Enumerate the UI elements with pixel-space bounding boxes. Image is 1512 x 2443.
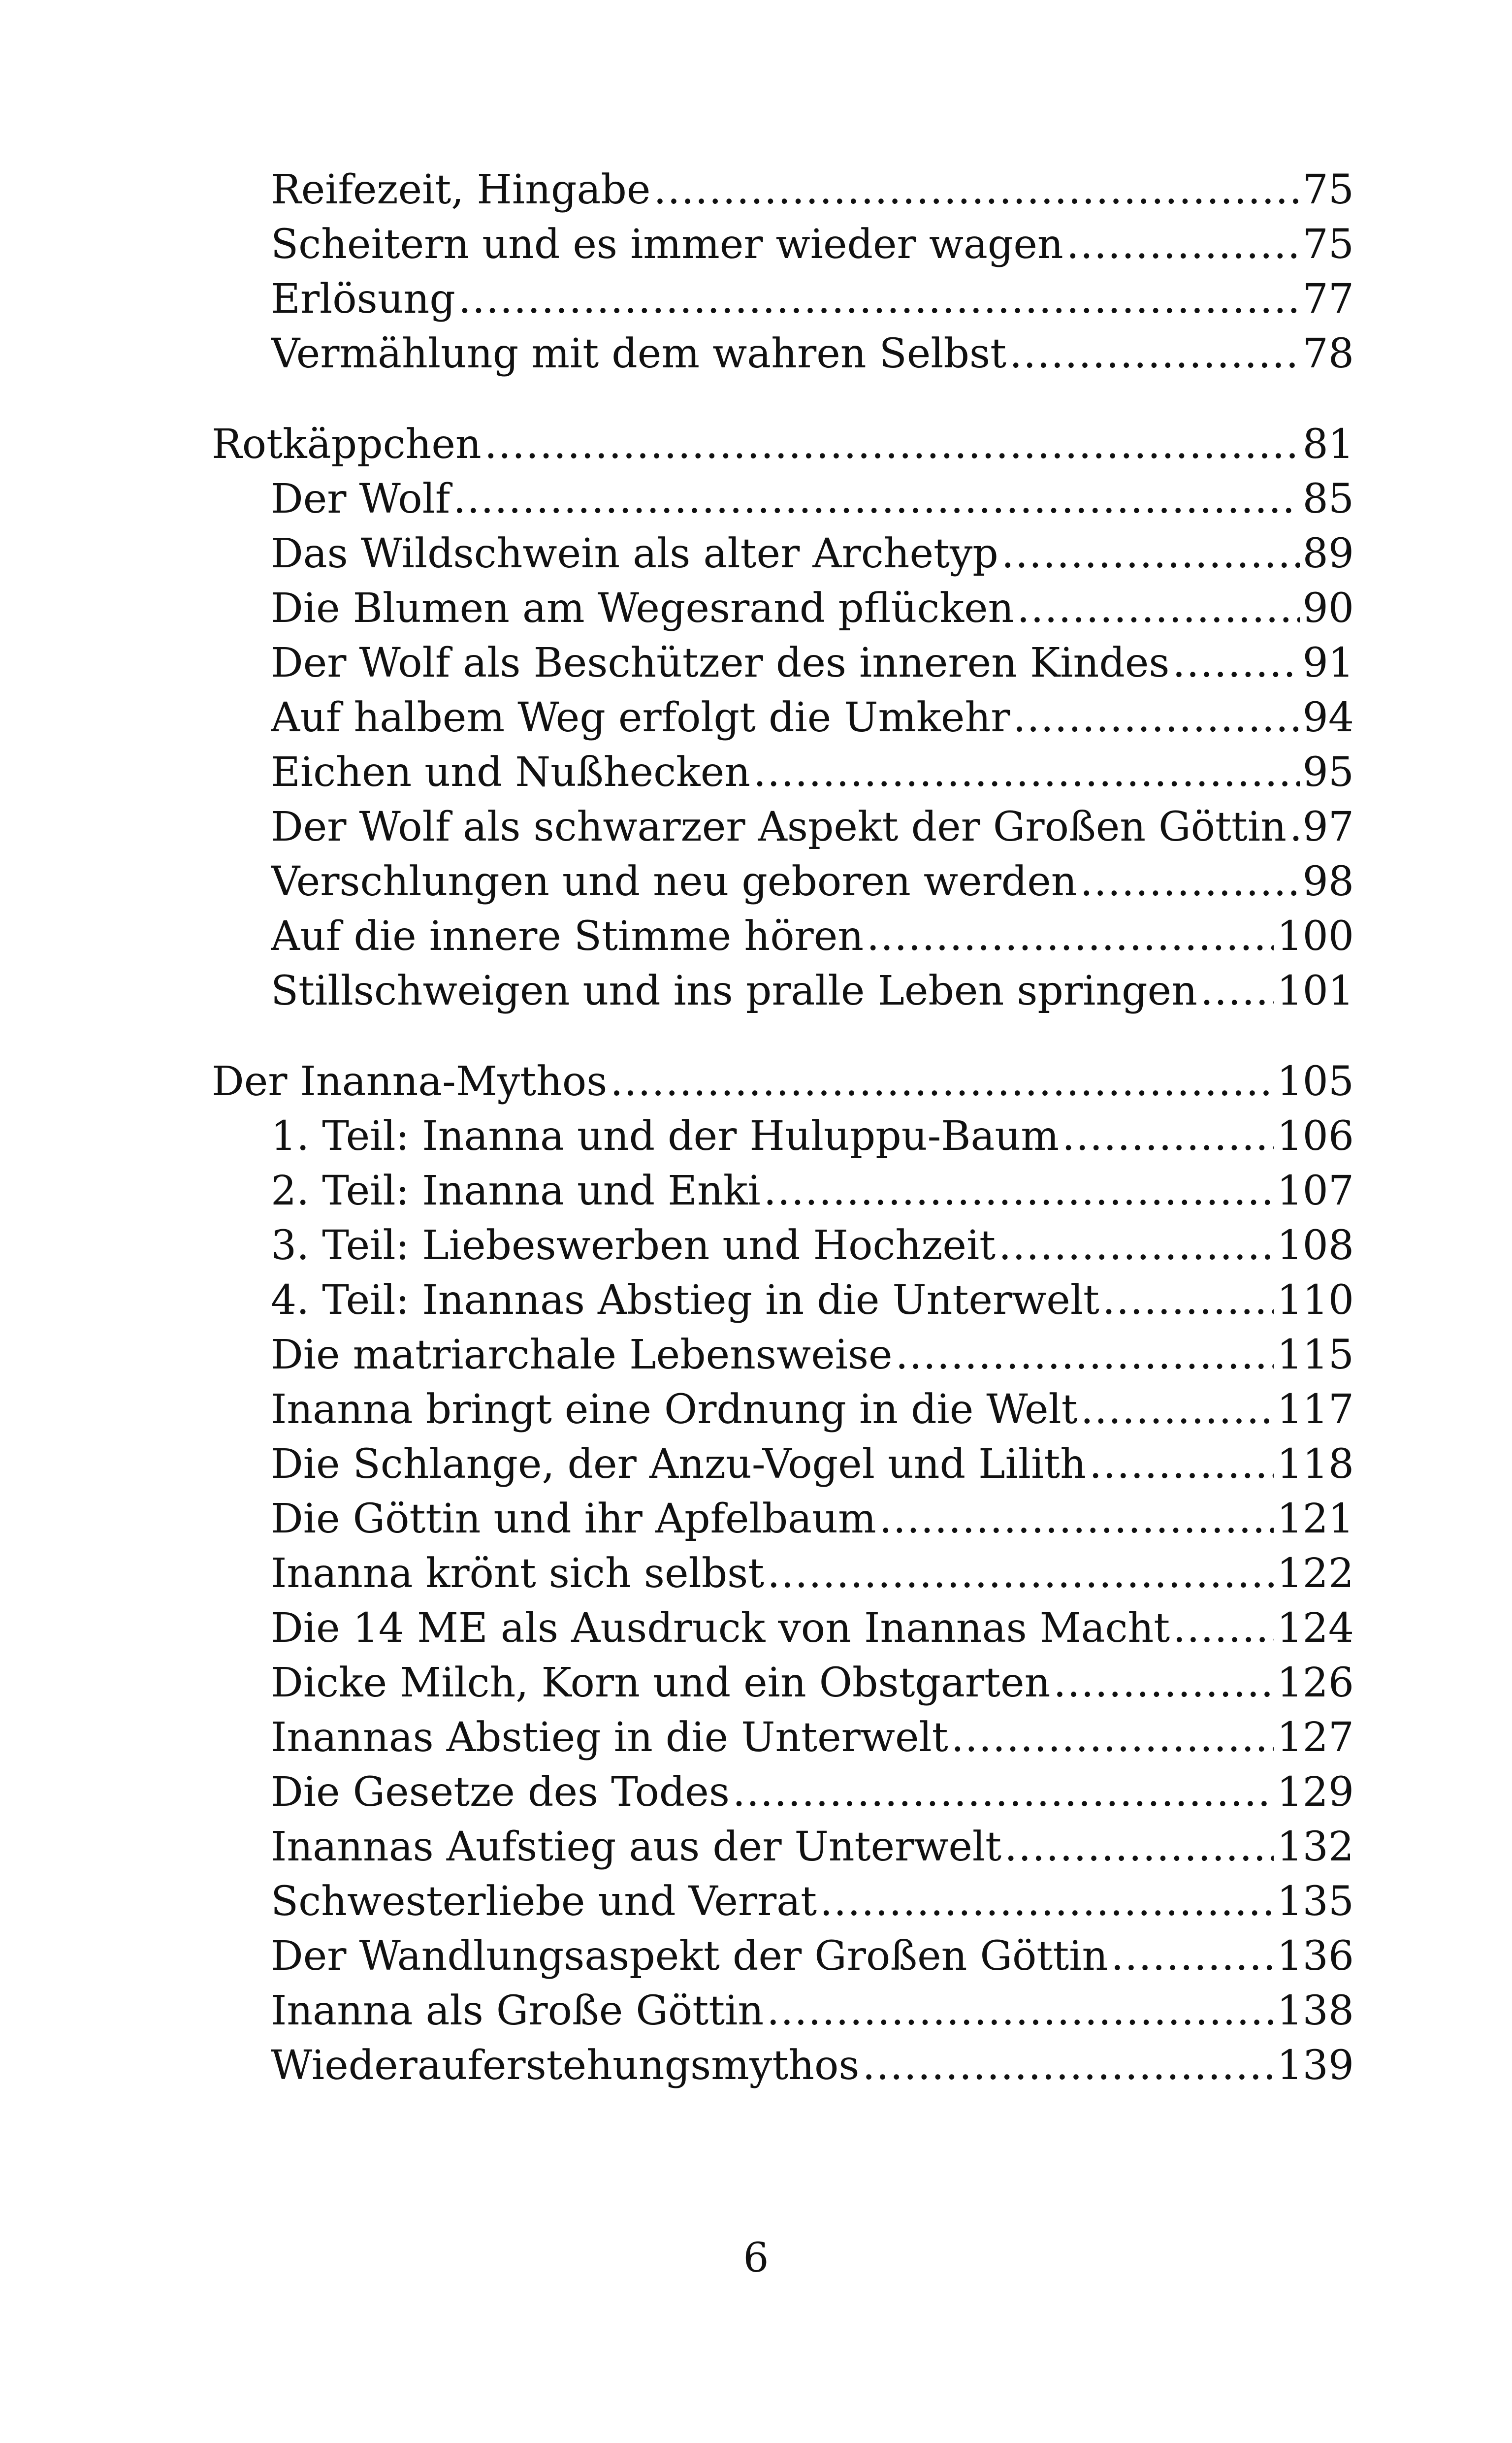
toc-entry[interactable] bbox=[271, 1820, 1354, 1874]
toc-chapter-rotkaeppchen[interactable] bbox=[212, 417, 1354, 472]
toc-entry[interactable] bbox=[271, 163, 1354, 217]
toc-entry[interactable] bbox=[271, 1109, 1354, 1164]
dot-leader bbox=[1200, 964, 1274, 1018]
toc-entry-page: 101 bbox=[1277, 968, 1354, 1014]
dot-leader bbox=[610, 1054, 1274, 1109]
toc-entry[interactable] bbox=[271, 1929, 1354, 1984]
toc-entry-page: 124 bbox=[1277, 1605, 1354, 1652]
toc-entry-page: 122 bbox=[1277, 1550, 1354, 1597]
toc-entry[interactable] bbox=[271, 964, 1354, 1018]
toc-entry[interactable] bbox=[271, 326, 1354, 381]
toc-entry-page: 97 bbox=[1302, 804, 1354, 850]
toc-chapter-title: Der Inanna-Mythos bbox=[212, 1058, 608, 1105]
toc-entry[interactable] bbox=[271, 1710, 1354, 1765]
toc-entry-page: 78 bbox=[1302, 330, 1354, 377]
toc-entry-page: 100 bbox=[1277, 913, 1354, 960]
toc-entry-title: 3. Teil: Liebeswerben und Hochzeit bbox=[271, 1222, 996, 1269]
dot-leader bbox=[862, 2038, 1274, 2093]
toc-entry[interactable] bbox=[271, 217, 1354, 272]
toc-entry[interactable] bbox=[271, 745, 1354, 800]
toc-entry-page: 107 bbox=[1277, 1168, 1354, 1214]
toc-entry-page: 89 bbox=[1302, 530, 1354, 577]
toc-entry-page: 129 bbox=[1277, 1769, 1354, 1816]
toc-entry-title: Der Wolf als Beschützer des inneren Kindes bbox=[271, 640, 1170, 686]
dot-leader bbox=[484, 417, 1300, 472]
toc-entry[interactable] bbox=[271, 1328, 1354, 1382]
toc-entry-title: Die Gesetze des Todes bbox=[271, 1769, 730, 1816]
dot-leader bbox=[458, 272, 1300, 326]
dot-leader bbox=[1001, 526, 1300, 581]
toc-entry[interactable] bbox=[271, 526, 1354, 581]
dot-leader bbox=[733, 1765, 1274, 1820]
toc-entry[interactable] bbox=[271, 1656, 1354, 1710]
toc-entry-page: 139 bbox=[1277, 2042, 1354, 2089]
dot-leader bbox=[1081, 1382, 1274, 1437]
toc-entry-title: Dicke Milch, Korn und ein Obstgarten bbox=[271, 1660, 1051, 1706]
dot-leader bbox=[1009, 326, 1300, 381]
toc-entry-title: Inanna krönt sich selbst bbox=[271, 1550, 765, 1597]
toc-entry[interactable] bbox=[271, 1218, 1354, 1273]
toc-entry-page: 77 bbox=[1302, 276, 1354, 323]
dot-leader bbox=[1053, 1656, 1274, 1710]
toc-entry[interactable] bbox=[271, 636, 1354, 690]
toc-entry[interactable] bbox=[271, 272, 1354, 326]
toc-entry-title: Verschlungen und neu geboren werden bbox=[271, 858, 1077, 905]
toc-entry-title: Inanna bringt eine Ordnung in die Welt bbox=[271, 1386, 1078, 1433]
dot-leader bbox=[1080, 854, 1300, 909]
toc-entry-page: 90 bbox=[1302, 585, 1354, 632]
table-of-contents bbox=[212, 163, 1354, 2093]
dot-leader bbox=[879, 1492, 1274, 1546]
dot-leader bbox=[1102, 1273, 1274, 1328]
toc-entry[interactable] bbox=[271, 690, 1354, 745]
dot-leader bbox=[1062, 1109, 1274, 1164]
toc-entry-page: 138 bbox=[1277, 1987, 1354, 2034]
toc-entry[interactable] bbox=[271, 581, 1354, 636]
toc-entry-page: 118 bbox=[1277, 1441, 1354, 1488]
toc-entry-page: 91 bbox=[1302, 640, 1354, 686]
toc-entry-title: 1. Teil: Inanna und der Huluppu-Baum bbox=[271, 1113, 1060, 1160]
toc-entry[interactable] bbox=[271, 1382, 1354, 1437]
toc-entry-title: Stillschweigen und ins pralle Leben springen bbox=[271, 968, 1197, 1014]
dot-leader bbox=[1017, 581, 1299, 636]
toc-entry-page: 95 bbox=[1302, 749, 1354, 796]
toc-entry-page: 121 bbox=[1277, 1496, 1354, 1542]
toc-entry-page: 98 bbox=[1302, 858, 1354, 905]
toc-chapter-page: 105 bbox=[1277, 1058, 1354, 1105]
toc-entry-page: 127 bbox=[1277, 1714, 1354, 1761]
toc-chapter-inanna-mythos[interactable] bbox=[212, 1054, 1354, 1109]
toc-entry[interactable] bbox=[271, 1765, 1354, 1820]
toc-entry-title: Erlösung bbox=[271, 276, 455, 323]
toc-entry-title: Der Wolf bbox=[271, 476, 450, 522]
toc-entry-page: 132 bbox=[1277, 1824, 1354, 1870]
dot-leader bbox=[1066, 217, 1300, 272]
toc-entry-page: 136 bbox=[1277, 1933, 1354, 1980]
toc-entry-title: Auf halbem Weg erfolgt die Umkehr bbox=[271, 694, 1010, 741]
toc-entry-title: Inanna als Große Göttin bbox=[271, 1987, 764, 2034]
toc-entry-page: 106 bbox=[1277, 1113, 1354, 1160]
dot-leader bbox=[767, 1546, 1274, 1601]
toc-entry[interactable] bbox=[271, 472, 1354, 526]
toc-entry-title: 4. Teil: Inannas Abstieg in die Unterwelt bbox=[271, 1277, 1100, 1324]
toc-entry-title: Die Blumen am Wegesrand pflücken bbox=[271, 585, 1014, 632]
dot-leader bbox=[653, 163, 1299, 217]
toc-entry[interactable] bbox=[271, 909, 1354, 964]
toc-entry-title: Die Schlange, der Anzu-Vogel und Lilith bbox=[271, 1441, 1087, 1488]
toc-entry[interactable] bbox=[271, 1164, 1354, 1218]
toc-entry-page: 110 bbox=[1277, 1277, 1354, 1324]
toc-entry-page: 126 bbox=[1277, 1660, 1354, 1706]
toc-entry-title: Reifezeit, Hingabe bbox=[271, 166, 651, 213]
dot-leader bbox=[453, 472, 1299, 526]
dot-leader bbox=[1089, 1437, 1274, 1492]
dot-leader bbox=[998, 1218, 1274, 1273]
toc-entry-title: Der Wandlungsaspekt der Großen Göttin bbox=[271, 1933, 1108, 1980]
dot-leader bbox=[1173, 1601, 1274, 1656]
toc-entry-title: Das Wildschwein als alter Archetyp bbox=[271, 530, 998, 577]
dot-leader bbox=[1004, 1820, 1274, 1874]
dot-leader bbox=[1013, 690, 1299, 745]
toc-entry-title: Schwesterliebe und Verrat bbox=[271, 1878, 817, 1925]
dot-leader bbox=[1111, 1929, 1274, 1984]
toc-entry-page: 117 bbox=[1277, 1386, 1354, 1433]
toc-entry-page: 108 bbox=[1277, 1222, 1354, 1269]
toc-entry-title: Die Göttin und ihr Apfelbaum bbox=[271, 1496, 876, 1542]
toc-entry-page: 75 bbox=[1302, 221, 1354, 268]
dot-leader bbox=[764, 1164, 1274, 1218]
toc-entry-title: Die 14 ME als Ausdruck von Inannas Macht bbox=[271, 1605, 1170, 1652]
toc-entry[interactable] bbox=[271, 1492, 1354, 1546]
toc-entry[interactable] bbox=[271, 1984, 1354, 2038]
toc-entry-title: Eichen und Nußhecken bbox=[271, 749, 751, 796]
toc-entry-title: Der Wolf als schwarzer Aspekt der Großen Göttin bbox=[271, 804, 1287, 850]
dot-leader bbox=[896, 1328, 1274, 1382]
toc-entry-page: 75 bbox=[1302, 166, 1354, 213]
toc-entry-title: Inannas Aufstieg aus der Unterwelt bbox=[271, 1824, 1002, 1870]
dot-leader bbox=[1289, 800, 1300, 854]
dot-leader bbox=[951, 1710, 1274, 1765]
dot-leader bbox=[820, 1874, 1274, 1929]
toc-entry-title: Vermählung mit dem wahren Selbst bbox=[271, 330, 1007, 377]
toc-entry-page: 135 bbox=[1277, 1878, 1354, 1925]
toc-entry-title: Die matriarchale Lebensweise bbox=[271, 1332, 893, 1378]
toc-entry-title: 2. Teil: Inanna und Enki bbox=[271, 1168, 761, 1214]
toc-entry-title: Inannas Abstieg in die Unterwelt bbox=[271, 1714, 948, 1761]
toc-entry-title: Wiederauferstehungsmythos bbox=[271, 2042, 860, 2089]
toc-entry-page: 115 bbox=[1277, 1332, 1354, 1378]
toc-entry[interactable] bbox=[271, 854, 1354, 909]
dot-leader bbox=[1172, 636, 1299, 690]
toc-entry[interactable] bbox=[271, 1601, 1354, 1656]
toc-chapter-page: 81 bbox=[1302, 421, 1354, 468]
toc-entry-page: 85 bbox=[1302, 476, 1354, 522]
toc-chapter-title: Rotkäppchen bbox=[212, 421, 482, 468]
toc-entry-page: 94 bbox=[1302, 694, 1354, 741]
dot-leader bbox=[753, 745, 1300, 800]
dot-leader bbox=[767, 1984, 1274, 2038]
toc-entry[interactable] bbox=[271, 1437, 1354, 1492]
toc-entry[interactable] bbox=[271, 800, 1354, 854]
page-number: 6 bbox=[743, 2235, 769, 2281]
toc-entry[interactable] bbox=[271, 1273, 1354, 1328]
toc-entry[interactable] bbox=[271, 2038, 1354, 2093]
toc-entry[interactable] bbox=[271, 1546, 1354, 1601]
toc-entry-title: Scheitern und es immer wieder wagen bbox=[271, 221, 1063, 268]
toc-entry-title: Auf die innere Stimme hören bbox=[271, 913, 864, 960]
dot-leader bbox=[867, 909, 1274, 964]
toc-entry[interactable] bbox=[271, 1874, 1354, 1929]
